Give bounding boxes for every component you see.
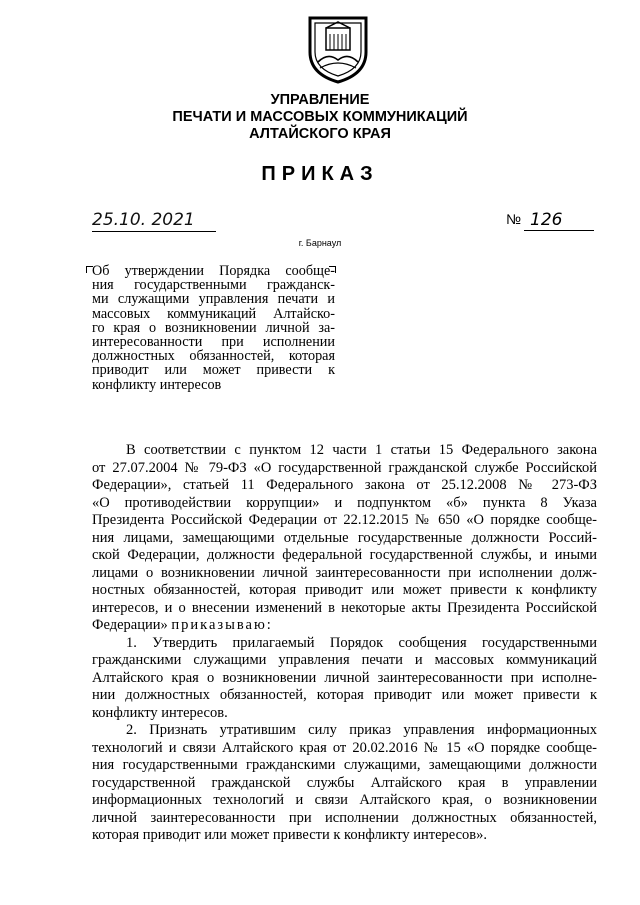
body-line: ния государственными гражданскими служащими, замещающими должности (92, 757, 597, 773)
body-line: лицами о возникновении личной заинтересованности при исполнении долж- (92, 564, 597, 581)
body-line: ностных обязанностей, которая приводит или может привести к конфликту (92, 582, 597, 598)
subject-line: конфликту интересов (92, 376, 222, 393)
body-line-last (92, 617, 597, 635)
subject-line: ми служащими управления печати и (92, 291, 335, 308)
body-line: технологий и связи Алтайского края от 20.02.2016 № 15 «О порядке сообще- (92, 739, 597, 756)
body-line: В соответствии с пунктом 12 части 1 статьи 15 Федерального закона (126, 442, 597, 458)
body-line: Президента Российской Федерации от 22.12.2015 № 650 «О порядке сообще- (92, 512, 597, 528)
body-line: гражданскими служащими управления печати и массовых коммуникаций (92, 652, 597, 668)
subject-line: интересованности при исполнении (92, 334, 335, 351)
subject-line: ния государственными гражданск- (92, 277, 335, 294)
body-line: ния лицами, замещающими отдельные государственные должности Россий- (92, 529, 597, 546)
body-line: государственной гражданской службы Алтайского края в управлении (92, 774, 597, 791)
org-line: ПЕЧАТИ И МАССОВЫХ КОММУНИКАЦИЙ (172, 109, 468, 125)
subject-line: го края о возникновении личной за- (92, 319, 335, 336)
body-line: личной заинтересованности при исполнении должностных обязанностей, (92, 809, 597, 826)
subject-line: приводит или может привести к (92, 362, 335, 379)
body-line: 1. Утвердить прилагаемый Порядок сообщения государственными (126, 634, 597, 651)
document-type: ПРИКАЗ (261, 163, 379, 185)
item-2-paragraph (92, 722, 597, 845)
org-line: УПРАВЛЕНИЕ (270, 92, 370, 108)
item-1-paragraph (92, 635, 597, 723)
body-line: которая приводит или может привести к конфликту интересов». (92, 827, 487, 843)
subject-line: должностных обязанностей, которая (92, 348, 335, 365)
body-line: нии должностных обязанностей, которая приводит или может привести к (92, 687, 597, 703)
document-subject (92, 264, 335, 392)
preamble-paragraph (92, 442, 597, 635)
body-line: интересов, и о внесении изменений в некоторые акты Президента Российской (92, 599, 597, 616)
body-line: конфликту интересов. (92, 704, 228, 721)
document-body (92, 442, 597, 845)
altai-krai-coat-of-arms-icon (304, 12, 372, 84)
body-line: ской Федерации, должности федеральной государственной службы, и иными (92, 547, 597, 563)
org-line: АЛТАЙСКОГО КРАЯ (249, 126, 391, 142)
body-line: 2. Признать утратившим силу приказ управления информационных (126, 722, 597, 738)
body-line: информационных технологий и связи Алтайского края, о возникновении (92, 792, 597, 808)
body-line: «О противодействии коррупции» и подпунктом «б» пункта 8 Указа (92, 494, 597, 511)
preamble-last-text: Федерации» (92, 617, 172, 633)
body-line: Федерации», статьей 11 Федерального закона от 25.12.2008 № 273-ФЗ (92, 477, 597, 493)
city: г. Барнаул (298, 238, 342, 248)
subject-line: Об утверждении Порядка сообще- (92, 263, 335, 279)
order-verb: приказываю: (171, 617, 273, 633)
document-number: 126 (524, 209, 594, 231)
body-line: Алтайского края о возникновении личной заинтересованности при исполне- (92, 669, 597, 686)
document-date: 25.10. 2021 (92, 209, 216, 232)
number-label: № (506, 211, 522, 227)
body-line: от 27.07.2004 № 79-ФЗ «О государственной гражданской службе Российской (92, 459, 597, 476)
organization-name (0, 92, 640, 143)
subject-line: массовых коммуникаций Алтайско- (92, 305, 335, 322)
